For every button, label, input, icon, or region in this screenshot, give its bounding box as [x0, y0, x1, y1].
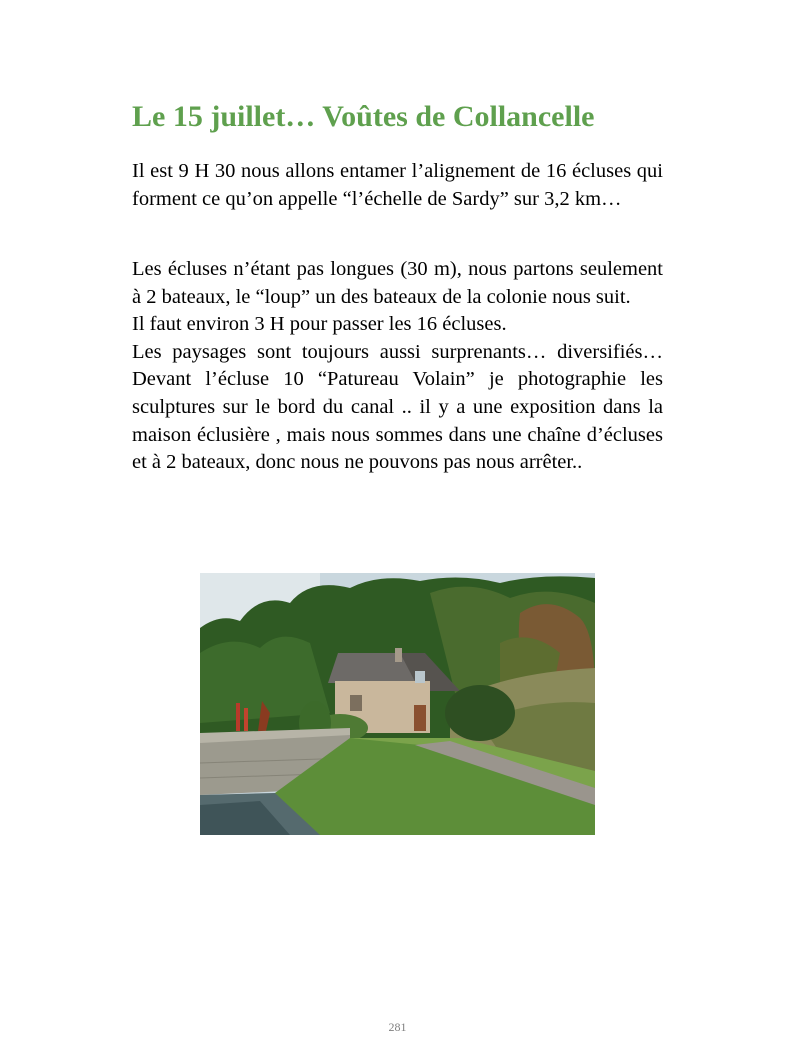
body-line-locks: Les écluses n’étant pas longues (30 m), nous partons seulement à 2 bateaux, le “loup” un des bateaux de la colonie nous suit.	[132, 258, 663, 308]
page-number: 281	[388, 1020, 407, 1034]
body-line-landscapes: Les paysages sont toujours aussi surprenants… diversifiés…	[132, 340, 663, 363]
body-line-duration: Il faut environ 3 H pour passer les 16 écluses.	[132, 313, 507, 336]
paragraph-intro: Il est 9 H 30 nous allons entamer l’alignement de 16 écluses qui forment ce qu’on appelle “l’échelle de Sardy” sur 3,2 km…	[132, 160, 663, 210]
page-title: Le 15 juillet… Voûtes de Collancelle	[132, 100, 595, 133]
paragraph-body	[132, 256, 663, 477]
body-line-sculptures: Devant l’écluse 10 “Patureau Volain” je photographie les sculptures sur le bord du canal .. il y a une exposition dans la maison éclusière , mais nous sommes dans une chaîne d’écluses et à 2 bateaux, donc nous ne pouvons pas nous arrêter..	[132, 368, 663, 474]
lock-house-photo	[200, 573, 595, 835]
